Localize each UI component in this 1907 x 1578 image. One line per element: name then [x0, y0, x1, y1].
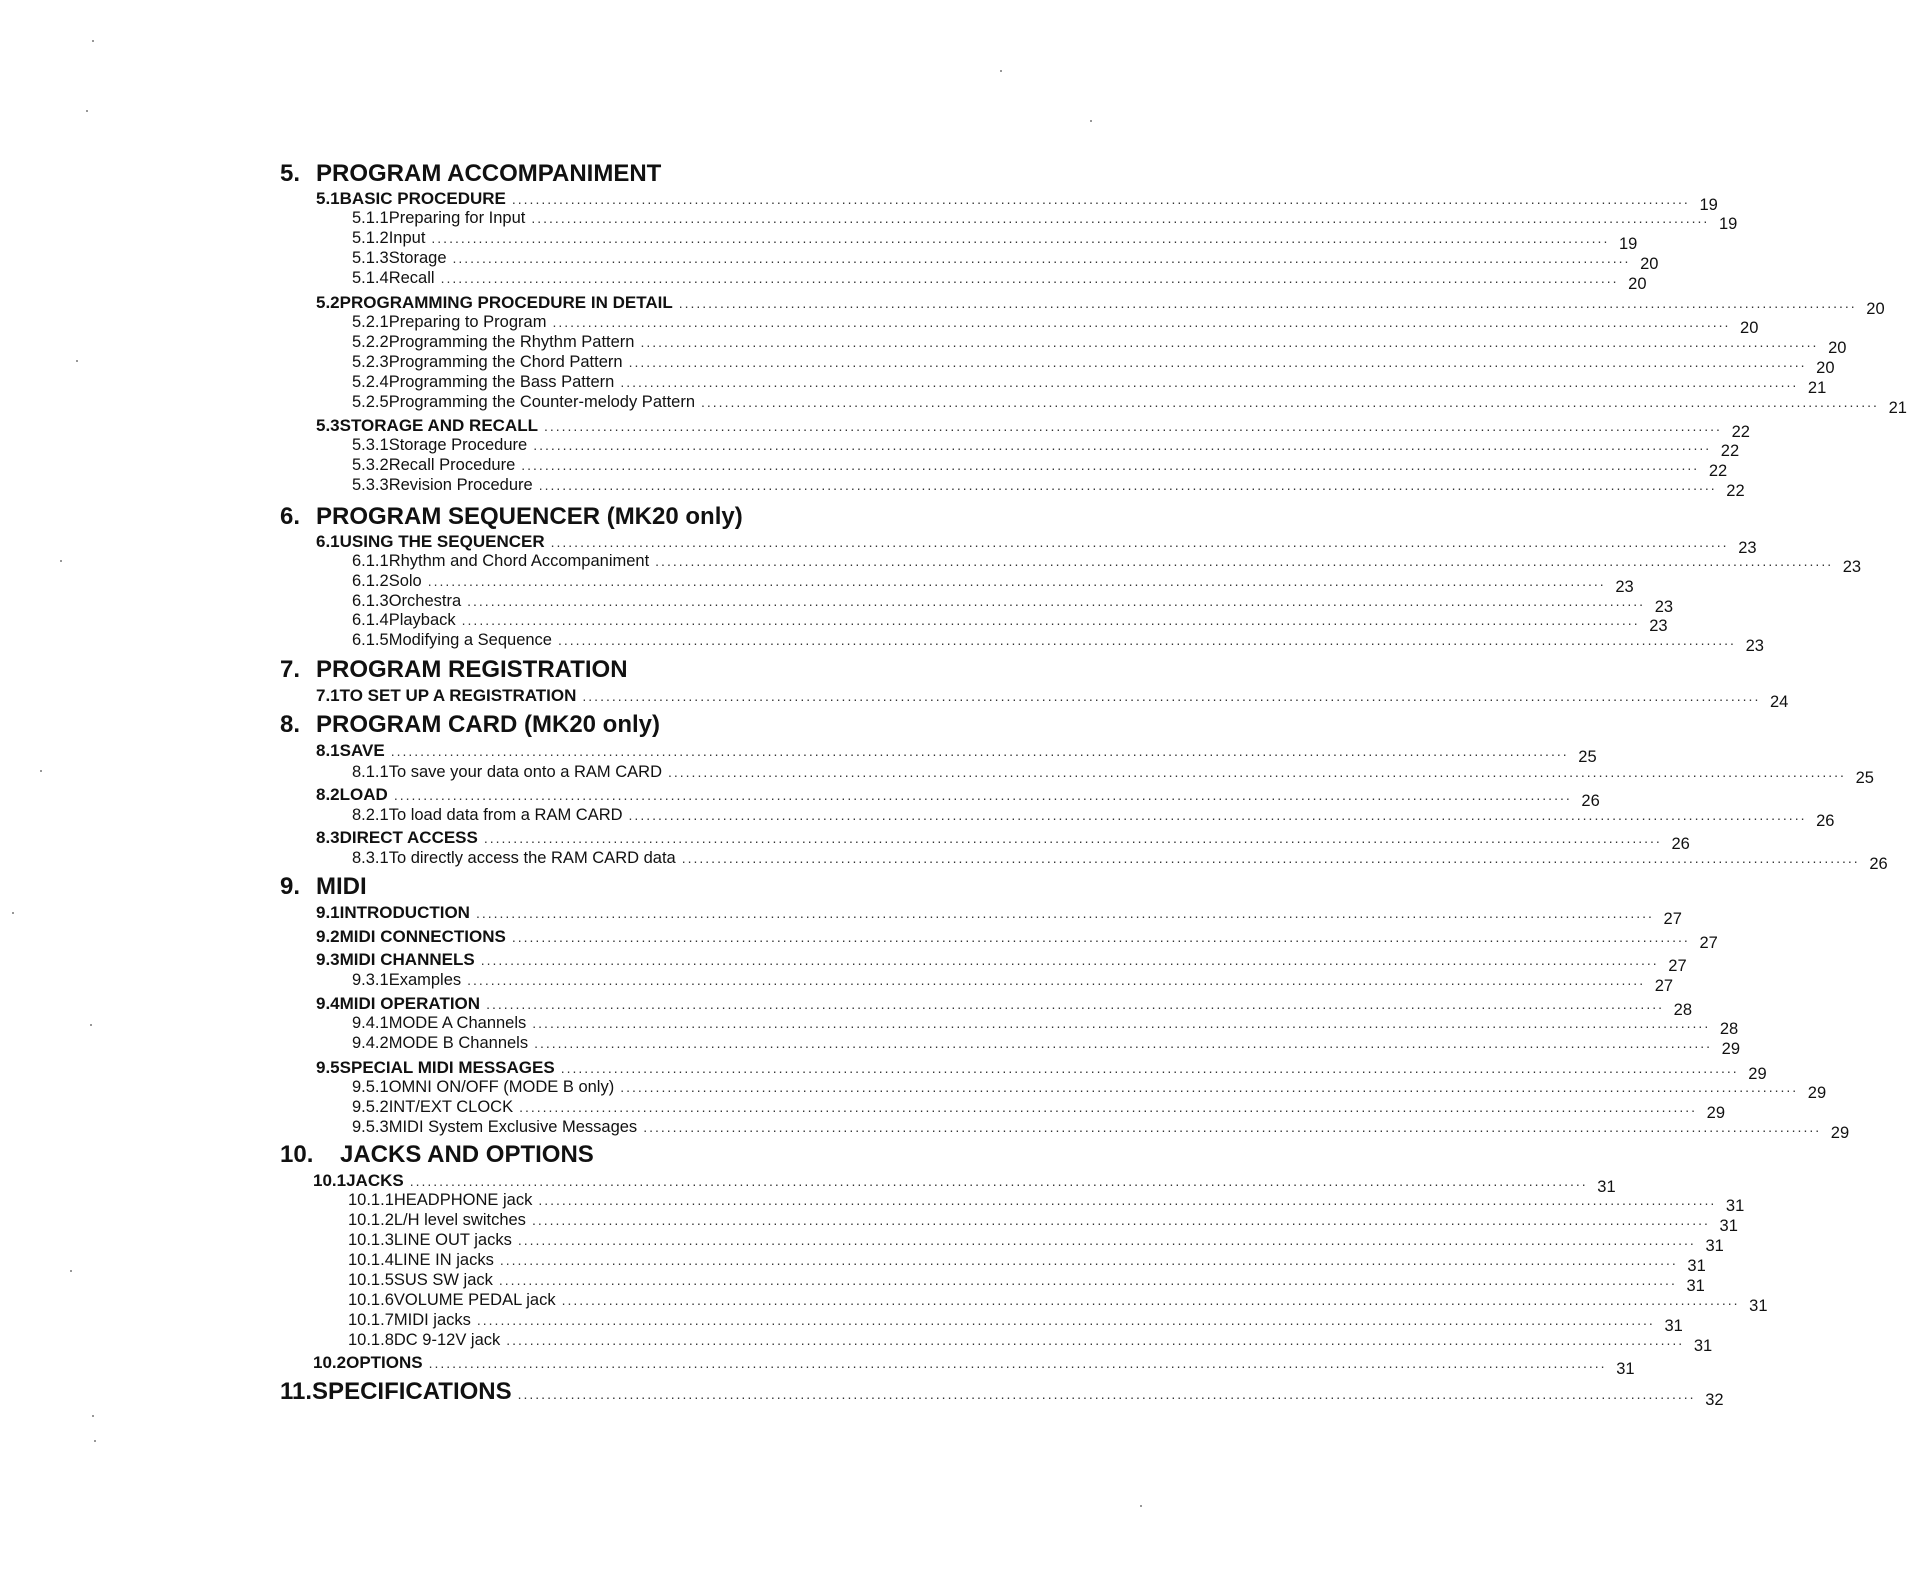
subsection-entry[interactable]	[348, 1331, 1713, 1355]
dot-leader: ........................................................................................................................................................................................................	[475, 905, 1654, 921]
chapter-title: PROGRAM SEQUENCER (MK20 only)	[316, 503, 743, 530]
chapter-number: 8.	[280, 711, 301, 738]
scan-speck	[60, 560, 62, 562]
dot-leader: ........................................................................................................................................................................................................	[643, 1119, 1822, 1135]
scan-speck	[40, 770, 42, 772]
section-entry[interactable]	[316, 927, 1718, 952]
dot-leader: ........................................................................................................................................................................................................	[701, 394, 1879, 410]
entry-number: 8.1.1	[352, 763, 389, 781]
page-number: 29	[1706, 1104, 1726, 1122]
section-entry[interactable]	[316, 994, 1692, 1019]
entry-title: OPTIONS	[346, 1353, 423, 1372]
scan-speck	[1140, 1505, 1142, 1507]
dot-leader: ........................................................................................................................................................................................................	[543, 418, 1722, 434]
entry-title: USING THE SEQUENCER	[339, 532, 545, 551]
dot-leader: ........................................................................................................................................................................................................	[531, 210, 1710, 226]
entry-title: To directly access the RAM CARD data	[388, 849, 676, 867]
chapter-number: 7.	[280, 656, 301, 683]
entry-number: 5.3.1	[352, 436, 389, 454]
subsection-entry[interactable]	[352, 806, 1835, 830]
entry-number: 9.5.2	[352, 1098, 389, 1116]
dot-leader: ........................................................................................................................................................................................................	[678, 295, 1857, 311]
page-number: 29	[1721, 1040, 1741, 1058]
chapter-number: 6.	[280, 503, 301, 530]
dot-leader: ........................................................................................................................................................................................................	[538, 477, 1717, 493]
chapter-number: 11.	[280, 1378, 313, 1405]
entry-title: LINE IN jacks	[393, 1251, 494, 1269]
section-entry[interactable]	[316, 1058, 1767, 1083]
entry-number: 5.1	[316, 189, 340, 208]
subsection-entry[interactable]	[352, 393, 1907, 417]
entry-title: SPECIAL MIDI MESSAGES	[339, 1058, 555, 1077]
page-number: 20	[1828, 339, 1847, 357]
chapter-title: PROGRAM REGISTRATION	[316, 656, 628, 683]
entry-number: 6.1	[316, 532, 340, 551]
subsection-entry[interactable]	[352, 1098, 1726, 1122]
page-number: 20	[1640, 255, 1659, 273]
chapter-title: PROGRAM CARD (MK20 only)	[316, 711, 661, 738]
entry-number: 5.3	[316, 416, 340, 435]
subsection-entry[interactable]	[352, 209, 1738, 233]
subsection-entry[interactable]	[352, 849, 1888, 873]
dot-leader: ........................................................................................................................................................................................................	[582, 688, 1761, 704]
page-number: 20	[1866, 300, 1885, 318]
dot-leader: ........................................................................................................................................................................................................	[467, 593, 1646, 609]
dot-leader: ........................................................................................................................................................................................................	[534, 1035, 1713, 1051]
entry-number: 10.2	[313, 1353, 347, 1372]
chapter-heading	[280, 656, 628, 684]
entry-number: 8.2	[316, 785, 340, 804]
dot-leader: ........................................................................................................................................................................................................	[483, 830, 1662, 846]
entry-number: 8.2.1	[352, 806, 389, 824]
scan-speck	[1000, 70, 1002, 72]
entry-title: Revision Procedure	[388, 476, 533, 494]
subsection-entry[interactable]	[352, 333, 1847, 357]
entry-number: 5.2.1	[352, 313, 389, 331]
page-number: 20	[1628, 275, 1647, 293]
subsection-entry[interactable]	[352, 552, 1862, 576]
entry-number: 6.1.5	[352, 631, 389, 649]
chapter-heading	[280, 711, 660, 739]
dot-leader: ........................................................................................................................................................................................................	[393, 787, 1572, 803]
entry-title: TO SET UP A REGISTRATION	[339, 686, 577, 705]
page-number: 31	[1686, 1277, 1705, 1295]
entry-title: Storage	[388, 249, 447, 267]
entry-number: 5.2.3	[352, 353, 389, 371]
dot-leader: ........................................................................................................................................................................................................	[467, 972, 1646, 988]
entry-number: 6.1.1	[352, 552, 389, 570]
entry-title: Preparing to Program	[388, 313, 547, 331]
entry-number: 10.1.1	[348, 1191, 394, 1209]
subsection-entry[interactable]	[348, 1231, 1724, 1255]
page-number: 20	[1740, 319, 1759, 337]
entry-number: 9.5.3	[352, 1118, 389, 1136]
entry-title: DC 9-12V jack	[393, 1331, 501, 1349]
entry-number: 9.4.1	[352, 1014, 389, 1032]
entry-title: INT/EXT CLOCK	[388, 1098, 514, 1116]
page-number: 22	[1731, 423, 1750, 441]
page-number: 23	[1738, 539, 1757, 557]
page-number: 22	[1726, 482, 1745, 500]
entry-title: Recall Procedure	[388, 456, 516, 474]
entry-number: 5.1.4	[352, 269, 389, 287]
entry-number: 9.3	[316, 950, 340, 969]
dot-leader: ........................................................................................................................................................................................................	[557, 632, 1736, 648]
entry-title: Modifying a Sequence	[388, 631, 552, 649]
entry-title: JACKS	[346, 1171, 404, 1190]
dot-leader: ........................................................................................................................................................................................................	[550, 534, 1729, 550]
dot-leader: ........................................................................................................................................................................................................	[506, 1332, 1685, 1348]
chapter-heading	[280, 503, 743, 531]
dot-leader: ........................................................................................................................................................................................................	[511, 929, 1690, 945]
entry-number: 5.1.2	[352, 229, 389, 247]
subsection-entry[interactable]	[352, 592, 1674, 616]
subsection-entry[interactable]	[348, 1271, 1705, 1295]
dot-leader: ........................................................................................................................................................................................................	[409, 1173, 1588, 1189]
dot-leader: ........................................................................................................................................................................................................	[561, 1292, 1740, 1308]
scan-speck	[76, 360, 78, 362]
page-number: 31	[1705, 1237, 1724, 1255]
section-entry[interactable]	[316, 686, 1789, 711]
entry-title: To save your data onto a RAM CARD	[388, 763, 662, 781]
page-number: 31	[1719, 1217, 1738, 1235]
entry-title: Storage Procedure	[388, 436, 528, 454]
dot-leader: ........................................................................................................................................................................................................	[655, 553, 1834, 569]
subsection-entry[interactable]	[352, 631, 1764, 655]
dot-leader: ........................................................................................................................................................................................................	[519, 1099, 1698, 1115]
entry-title: STORAGE AND RECALL	[339, 416, 538, 435]
entry-number: 8.3.1	[352, 849, 389, 867]
subsection-entry[interactable]	[352, 1118, 1850, 1142]
page-number: 23	[1654, 598, 1674, 616]
subsection-entry[interactable]	[352, 763, 1874, 787]
chapter-title: JACKS AND OPTIONS	[340, 1141, 594, 1168]
entry-number: 10.1.2	[348, 1211, 394, 1229]
dot-leader: ........................................................................................................................................................................................................	[668, 764, 1846, 780]
scan-speck	[94, 1440, 96, 1442]
section-entry[interactable]	[316, 416, 1750, 441]
page-number: 26	[1581, 792, 1600, 810]
page-number: 26	[1671, 835, 1690, 853]
subsection-entry[interactable]	[348, 1191, 1745, 1215]
dot-leader: ........................................................................................................................................................................................................	[532, 1015, 1711, 1031]
chapter-title: PROGRAM ACCOMPANIMENT	[316, 160, 662, 187]
page-number: 25	[1855, 769, 1874, 787]
chapter-heading	[280, 1378, 1724, 1409]
entry-number: 10.1.7	[348, 1311, 394, 1329]
entry-number: 9.5.1	[352, 1078, 389, 1096]
scan-speck	[1090, 120, 1092, 122]
dot-leader: ........................................................................................................................................................................................................	[628, 354, 1807, 370]
page-number: 27	[1654, 977, 1674, 995]
page-number: 26	[1869, 855, 1888, 873]
subsection-entry[interactable]	[352, 611, 1668, 635]
entry-number: 5.2.2	[352, 333, 389, 351]
entry-title: MIDI CHANNELS	[339, 950, 475, 969]
chapter-number: 5.	[280, 160, 301, 187]
entry-title: Preparing for Input	[388, 209, 526, 227]
page-number: 27	[1699, 934, 1718, 952]
entry-number: 10.1.6	[348, 1291, 394, 1309]
subsection-entry[interactable]	[348, 1211, 1738, 1235]
entry-title: Programming the Bass Pattern	[388, 373, 615, 391]
dot-leader: ........................................................................................................................................................................................................	[521, 457, 1700, 473]
section-entry[interactable]	[316, 741, 1597, 766]
entry-number: 9.5	[316, 1058, 340, 1077]
section-entry[interactable]	[313, 1171, 1616, 1196]
dot-leader: ........................................................................................................................................................................................................	[533, 437, 1712, 453]
dot-leader: ........................................................................................................................................................................................................	[538, 1192, 1717, 1208]
dot-leader: ........................................................................................................................................................................................................	[620, 374, 1799, 390]
subsection-entry[interactable]	[352, 476, 1745, 500]
page-number: 22	[1708, 462, 1728, 480]
subsection-entry[interactable]	[352, 1034, 1741, 1058]
entry-title: To load data from a RAM CARD	[388, 806, 623, 824]
dot-leader: ........................................................................................................................................................................................................	[498, 1272, 1677, 1288]
entry-title: Rhythm and Chord Accompaniment	[388, 552, 650, 570]
subsection-entry[interactable]	[352, 971, 1674, 995]
entry-title: L/H level switches	[393, 1211, 526, 1229]
page-number: 19	[1699, 196, 1718, 214]
entry-title: Input	[388, 229, 426, 247]
subsection-entry[interactable]	[348, 1311, 1683, 1335]
page-number: 23	[1649, 617, 1668, 635]
subsection-entry[interactable]	[352, 436, 1740, 460]
subsection-entry[interactable]	[352, 313, 1759, 337]
entry-number: 9.2	[316, 927, 340, 946]
entry-number: 9.4	[316, 994, 340, 1013]
entry-title: Examples	[388, 971, 462, 989]
chapter-title: MIDI	[316, 873, 367, 900]
subsection-entry[interactable]	[352, 269, 1647, 293]
entry-title: Orchestra	[388, 592, 462, 610]
entry-title: LOAD	[339, 785, 388, 804]
entry-number: 9.1	[316, 903, 340, 922]
entry-number: 10.1.8	[348, 1331, 394, 1349]
dot-leader: ........................................................................................................................................................................................................	[511, 191, 1690, 207]
page-number: 24	[1769, 693, 1789, 711]
entry-number: 10.1.5	[348, 1271, 394, 1289]
page-number: 31	[1693, 1337, 1713, 1355]
dot-leader: ........................................................................................................................................................................................................	[427, 573, 1606, 589]
entry-number: 5.3.3	[352, 476, 389, 494]
dot-leader: ........................................................................................................................................................................................................	[431, 230, 1610, 246]
entry-title: MODE B Channels	[388, 1034, 529, 1052]
entry-number: 8.3	[316, 828, 340, 847]
scan-speck	[90, 1024, 92, 1026]
entry-number: 5.2.5	[352, 393, 389, 411]
page-number: 31	[1597, 1178, 1616, 1196]
entry-title: PROGRAMMING PROCEDURE IN DETAIL	[339, 293, 673, 312]
entry-number: 9.4.2	[352, 1034, 389, 1052]
chapter-title: SPECIFICATIONS	[312, 1378, 512, 1405]
entry-title: Programming the Counter-melody Pattern	[388, 393, 696, 411]
page-number: 29	[1830, 1124, 1850, 1142]
chapter-heading	[280, 160, 661, 188]
entry-number: 7.1	[316, 686, 340, 705]
entry-title: Solo	[388, 572, 422, 590]
section-entry[interactable]	[316, 903, 1682, 928]
entry-title: MIDI System Exclusive Messages	[388, 1118, 638, 1136]
section-entry[interactable]	[316, 785, 1600, 810]
page-number: 21	[1888, 399, 1907, 417]
entry-title: Playback	[388, 611, 456, 629]
subsection-entry[interactable]	[348, 1291, 1768, 1315]
subsection-entry[interactable]	[352, 572, 1634, 596]
section-entry[interactable]	[316, 189, 1718, 214]
dot-leader: ........................................................................................................................................................................................................	[552, 314, 1731, 330]
entry-number: 6.1.3	[352, 592, 389, 610]
entry-title: LINE OUT jacks	[393, 1231, 512, 1249]
entry-number: 5.2.4	[352, 373, 389, 391]
entry-number: 6.1.4	[352, 611, 389, 629]
dot-leader: ........................................................................................................................................................................................................	[517, 1386, 1696, 1402]
entry-title: BASIC PROCEDURE	[339, 189, 506, 208]
dot-leader: ........................................................................................................................................................................................................	[452, 250, 1631, 266]
dot-leader: ........................................................................................................................................................................................................	[640, 334, 1819, 350]
page-number: 31	[1687, 1257, 1706, 1275]
chapter-heading	[280, 1141, 594, 1169]
dot-leader: ........................................................................................................................................................................................................	[531, 1212, 1710, 1228]
chapter-number: 9.	[280, 873, 301, 900]
entry-title: HEADPHONE jack	[393, 1191, 533, 1209]
page-number: 25	[1578, 748, 1597, 766]
page-number: 27	[1663, 910, 1682, 928]
entry-title: OMNI ON/OFF (MODE B only)	[388, 1078, 615, 1096]
entry-number: 10.1.3	[348, 1231, 394, 1249]
page-number: 23	[1745, 637, 1764, 655]
page-number: 28	[1673, 1001, 1692, 1019]
dot-leader: ........................................................................................................................................................................................................	[620, 1079, 1799, 1095]
entry-number: 5.1.1	[352, 209, 389, 227]
chapter-number: 10.	[280, 1141, 314, 1168]
entry-number: 9.3.1	[352, 971, 389, 989]
dot-leader: ........................................................................................................................................................................................................	[499, 1252, 1678, 1268]
subsection-entry[interactable]	[352, 456, 1728, 480]
page-number: 29	[1807, 1084, 1827, 1102]
scan-speck	[70, 1270, 72, 1272]
dot-leader: ........................................................................................................................................................................................................	[428, 1355, 1607, 1371]
entry-title: Recall	[388, 269, 435, 287]
dot-leader: ........................................................................................................................................................................................................	[476, 1312, 1655, 1328]
scan-speck	[86, 110, 88, 112]
section-entry[interactable]	[316, 828, 1690, 853]
page-number: 23	[1842, 558, 1862, 576]
entry-title: DIRECT ACCESS	[339, 828, 478, 847]
entry-number: 5.1.3	[352, 249, 389, 267]
dot-leader: ........................................................................................................................................................................................................	[681, 850, 1860, 866]
scan-speck	[12, 912, 14, 914]
page-number: 32	[1705, 1391, 1724, 1409]
dot-leader: ........................................................................................................................................................................................................	[517, 1232, 1696, 1248]
page-number: 28	[1719, 1020, 1739, 1038]
subsection-entry[interactable]	[352, 1078, 1827, 1102]
section-entry[interactable]	[316, 293, 1885, 318]
section-entry[interactable]	[316, 532, 1757, 557]
entry-number: 5.3.2	[352, 456, 389, 474]
subsection-entry[interactable]	[352, 353, 1835, 377]
entry-number: 10.1	[313, 1171, 347, 1190]
chapter-heading	[280, 873, 367, 901]
page-number: 27	[1668, 957, 1687, 975]
entry-title: INTRODUCTION	[339, 903, 470, 922]
dot-leader: ........................................................................................................................................................................................................	[486, 996, 1664, 1012]
entry-title: MODE A Channels	[388, 1014, 527, 1032]
entry-title: MIDI OPERATION	[339, 994, 481, 1013]
page-number: 20	[1816, 359, 1835, 377]
entry-title: Programming the Rhythm Pattern	[388, 333, 635, 351]
entry-title: VOLUME PEDAL jack	[393, 1291, 556, 1309]
dot-leader: ........................................................................................................................................................................................................	[480, 952, 1659, 968]
page-number: 31	[1749, 1297, 1768, 1315]
dot-leader: ........................................................................................................................................................................................................	[390, 743, 1569, 759]
entry-title: MIDI jacks	[393, 1311, 471, 1329]
entry-number: 5.2	[316, 293, 340, 312]
dot-leader: ........................................................................................................................................................................................................	[628, 807, 1807, 823]
page-number: 19	[1718, 215, 1738, 233]
page-number: 31	[1725, 1197, 1745, 1215]
page-number: 23	[1615, 578, 1634, 596]
entry-number: 8.1	[316, 741, 340, 760]
page-number: 29	[1748, 1065, 1767, 1083]
entry-title: MIDI CONNECTIONS	[339, 927, 506, 946]
page-number: 31	[1664, 1317, 1683, 1335]
subsection-entry[interactable]	[352, 229, 1638, 253]
entry-title: SUS SW jack	[393, 1271, 493, 1289]
page-number: 22	[1720, 442, 1740, 460]
subsection-entry[interactable]	[348, 1251, 1706, 1275]
section-entry[interactable]	[316, 950, 1687, 975]
page-number: 26	[1816, 812, 1835, 830]
subsection-entry[interactable]	[352, 1014, 1739, 1038]
entry-number: 10.1.4	[348, 1251, 394, 1269]
section-entry[interactable]	[313, 1353, 1635, 1378]
dot-leader: ........................................................................................................................................................................................................	[560, 1060, 1739, 1076]
subsection-entry[interactable]	[352, 373, 1827, 397]
entry-title: SAVE	[339, 741, 385, 760]
page-number: 31	[1616, 1360, 1635, 1378]
entry-number: 6.1.2	[352, 572, 389, 590]
scan-speck	[92, 40, 94, 42]
scan-speck	[92, 1415, 94, 1417]
subsection-entry[interactable]	[352, 249, 1659, 273]
dot-leader: ........................................................................................................................................................................................................	[461, 612, 1640, 628]
dot-leader: ........................................................................................................................................................................................................	[440, 270, 1619, 286]
page-number: 21	[1807, 379, 1827, 397]
page-number: 19	[1618, 235, 1638, 253]
entry-title: Programming the Chord Pattern	[388, 353, 623, 371]
